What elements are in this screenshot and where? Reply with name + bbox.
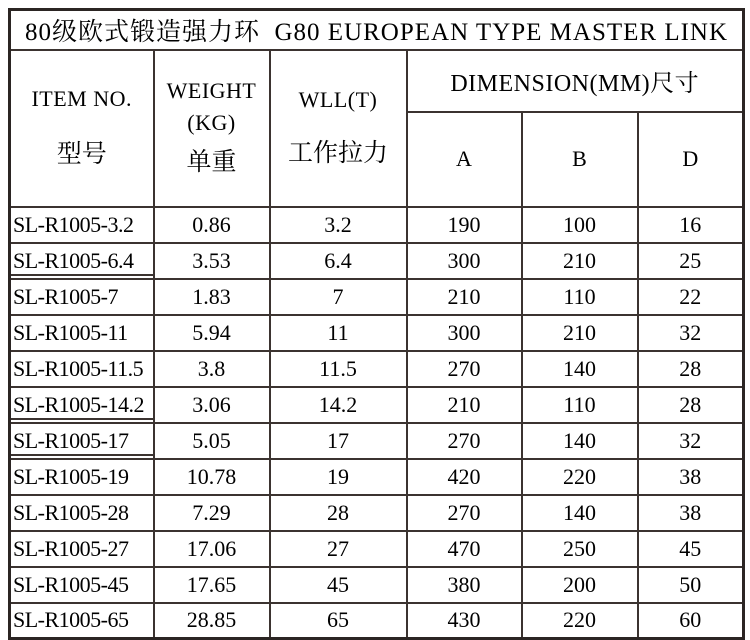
dim-d-cell: 28 bbox=[638, 351, 744, 387]
header-row-top bbox=[10, 50, 744, 112]
weight-cell: 17.65 bbox=[154, 567, 270, 603]
dim-b-cell: 220 bbox=[522, 603, 638, 639]
dim-a-cell: 430 bbox=[407, 603, 522, 639]
dim-d-cell: 38 bbox=[638, 495, 744, 531]
weight-cell: 3.8 bbox=[154, 351, 270, 387]
table-row bbox=[10, 279, 744, 315]
wll-cell: 19 bbox=[270, 459, 407, 495]
column-header-item-no bbox=[10, 50, 154, 207]
dim-b-cell: 250 bbox=[522, 531, 638, 567]
dim-b-cell: 140 bbox=[522, 495, 638, 531]
item-no-cell: SL-R1005-19 bbox=[10, 459, 154, 495]
table-row bbox=[10, 495, 744, 531]
wll-cell: 11 bbox=[270, 315, 407, 351]
item-no-label-zh: 型号 bbox=[56, 141, 107, 168]
wll-cell: 65 bbox=[270, 603, 407, 639]
weight-cell: 17.06 bbox=[154, 531, 270, 567]
dim-d-cell: 32 bbox=[638, 423, 744, 459]
table-row bbox=[10, 603, 744, 639]
column-header-weight bbox=[154, 50, 270, 207]
dim-a-cell: 210 bbox=[407, 387, 522, 423]
column-header-dim-a: A bbox=[407, 112, 522, 207]
dim-a-cell: 300 bbox=[407, 243, 522, 279]
weight-cell: 5.05 bbox=[154, 423, 270, 459]
weight-cell: 5.94 bbox=[154, 315, 270, 351]
weight-cell: 7.29 bbox=[154, 495, 270, 531]
dim-a-cell: 380 bbox=[407, 567, 522, 603]
weight-unit-label: (KG) bbox=[187, 110, 236, 135]
item-no-cell: SL-R1005-11 bbox=[10, 315, 154, 351]
weight-label-zh: 单重 bbox=[186, 149, 237, 176]
column-header-dim-b: B bbox=[522, 112, 638, 207]
wll-cell: 28 bbox=[270, 495, 407, 531]
item-no-cell: SL-R1005-17 bbox=[10, 423, 154, 459]
wll-label-en: WLL(T) bbox=[298, 87, 378, 112]
dim-d-cell: 60 bbox=[638, 603, 744, 639]
table-row bbox=[10, 423, 744, 459]
weight-cell: 3.53 bbox=[154, 243, 270, 279]
table-row bbox=[10, 351, 744, 387]
wll-cell: 14.2 bbox=[270, 387, 407, 423]
master-link-spec-table bbox=[8, 8, 745, 640]
item-no-cell: SL-R1005-28 bbox=[10, 495, 154, 531]
dim-d-cell: 28 bbox=[638, 387, 744, 423]
dim-b-cell: 110 bbox=[522, 279, 638, 315]
weight-cell: 28.85 bbox=[154, 603, 270, 639]
table-row bbox=[10, 567, 744, 603]
dim-d-cell: 38 bbox=[638, 459, 744, 495]
dim-b-cell: 220 bbox=[522, 459, 638, 495]
item-no-cell: SL-R1005-3.2 bbox=[10, 207, 154, 243]
dim-a-cell: 190 bbox=[407, 207, 522, 243]
dim-b-cell: 200 bbox=[522, 567, 638, 603]
item-no-cell: SL-R1005-14.2 bbox=[10, 387, 154, 423]
dim-a-cell: 270 bbox=[407, 423, 522, 459]
dim-a-cell: 300 bbox=[407, 315, 522, 351]
table-row bbox=[10, 459, 744, 495]
table-row bbox=[10, 207, 744, 243]
wll-label-zh: 工作拉力 bbox=[287, 140, 388, 167]
dim-d-cell: 32 bbox=[638, 315, 744, 351]
table-row bbox=[10, 387, 744, 423]
dim-b-cell: 210 bbox=[522, 243, 638, 279]
weight-cell: 10.78 bbox=[154, 459, 270, 495]
table-title: 80级欧式锻造强力环 G80 EUROPEAN TYPE MASTER LINK bbox=[10, 10, 744, 50]
dim-a-cell: 210 bbox=[407, 279, 522, 315]
dim-b-cell: 140 bbox=[522, 351, 638, 387]
wll-cell: 45 bbox=[270, 567, 407, 603]
wll-cell: 27 bbox=[270, 531, 407, 567]
wll-cell: 7 bbox=[270, 279, 407, 315]
item-no-cell: SL-R1005-6.4 bbox=[10, 243, 154, 279]
dim-a-cell: 270 bbox=[407, 495, 522, 531]
wll-cell: 3.2 bbox=[270, 207, 407, 243]
dim-d-cell: 45 bbox=[638, 531, 744, 567]
wll-cell: 6.4 bbox=[270, 243, 407, 279]
item-no-cell: SL-R1005-27 bbox=[10, 531, 154, 567]
dim-a-cell: 420 bbox=[407, 459, 522, 495]
column-header-dim-d: D bbox=[638, 112, 744, 207]
item-no-cell: SL-R1005-65 bbox=[10, 603, 154, 639]
dim-d-cell: 22 bbox=[638, 279, 744, 315]
weight-cell: 1.83 bbox=[154, 279, 270, 315]
dim-d-cell: 50 bbox=[638, 567, 744, 603]
table-row bbox=[10, 315, 744, 351]
dim-b-cell: 110 bbox=[522, 387, 638, 423]
wll-cell: 11.5 bbox=[270, 351, 407, 387]
dim-a-cell: 270 bbox=[407, 351, 522, 387]
weight-cell: 3.06 bbox=[154, 387, 270, 423]
item-no-cell: SL-R1005-11.5 bbox=[10, 351, 154, 387]
wll-cell: 17 bbox=[270, 423, 407, 459]
table-row bbox=[10, 243, 744, 279]
item-no-cell: SL-R1005-45 bbox=[10, 567, 154, 603]
dim-b-cell: 140 bbox=[522, 423, 638, 459]
dim-d-cell: 25 bbox=[638, 243, 744, 279]
weight-cell: 0.86 bbox=[154, 207, 270, 243]
table-row bbox=[10, 531, 744, 567]
dim-b-cell: 210 bbox=[522, 315, 638, 351]
dim-b-cell: 100 bbox=[522, 207, 638, 243]
weight-label-en: WEIGHT bbox=[166, 78, 257, 103]
column-header-dimension: DIMENSION(MM)尺寸 bbox=[407, 50, 744, 112]
dim-a-cell: 470 bbox=[407, 531, 522, 567]
item-no-label-en: ITEM NO. bbox=[31, 86, 133, 111]
column-header-wll bbox=[270, 50, 407, 207]
item-no-cell: SL-R1005-7 bbox=[10, 279, 154, 315]
table-title-row bbox=[10, 10, 744, 50]
dim-d-cell: 16 bbox=[638, 207, 744, 243]
